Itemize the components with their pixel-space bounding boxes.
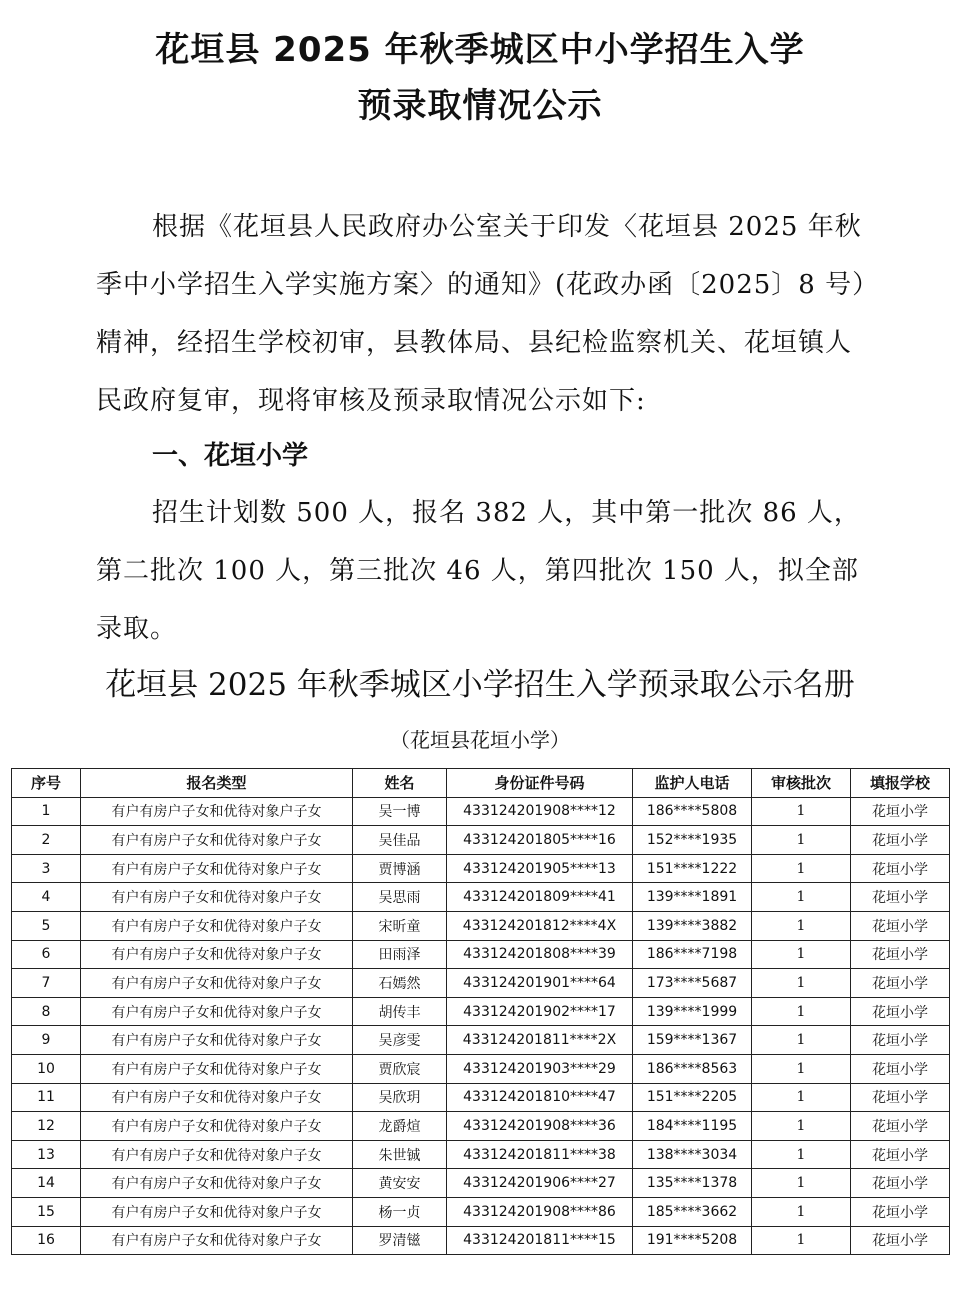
- cell-name: 龙爵煊: [353, 1112, 447, 1141]
- cell-index: 4: [12, 883, 81, 912]
- cell-name: 贾欣宸: [353, 1054, 447, 1083]
- cell-review-batch: 1: [752, 1083, 851, 1112]
- cell-id-number: 433124201805****16: [447, 826, 633, 855]
- cell-name: 宋昕童: [353, 911, 447, 940]
- roster-subtitle: （花垣县花垣小学）: [390, 728, 570, 752]
- cell-school: 花垣小学: [851, 854, 950, 883]
- cell-review-batch: 1: [752, 997, 851, 1026]
- cell-review-batch: 1: [752, 854, 851, 883]
- roster-body: [12, 797, 950, 1255]
- cell-application-type: 有户有房户子女和优待对象户子女: [81, 797, 353, 826]
- cell-guardian-phone: 138****3034: [633, 1140, 752, 1169]
- cell-guardian-phone: 139****3882: [633, 911, 752, 940]
- cell-school: 花垣小学: [851, 911, 950, 940]
- table-row: [12, 969, 950, 998]
- cell-guardian-phone: 186****5808: [633, 797, 752, 826]
- cell-index: 2: [12, 826, 81, 855]
- cell-id-number: 433124201902****17: [447, 997, 633, 1026]
- cell-school: 花垣小学: [851, 826, 950, 855]
- cell-index: 12: [12, 1112, 81, 1141]
- cell-application-type: 有户有房户子女和优待对象户子女: [81, 1226, 353, 1255]
- cell-school: 花垣小学: [851, 969, 950, 998]
- cell-id-number: 433124201809****41: [447, 883, 633, 912]
- table-row: [12, 854, 950, 883]
- cell-application-type: 有户有房户子女和优待对象户子女: [81, 854, 353, 883]
- table-row: [12, 883, 950, 912]
- cell-name: 罗清镃: [353, 1226, 447, 1255]
- table-row: [12, 1197, 950, 1226]
- cell-name: 吴一博: [353, 797, 447, 826]
- cell-id-number: 433124201811****38: [447, 1140, 633, 1169]
- cell-review-batch: 1: [752, 1197, 851, 1226]
- cell-index: 11: [12, 1083, 81, 1112]
- cell-guardian-phone: 135****1378: [633, 1169, 752, 1198]
- cell-review-batch: 1: [752, 1112, 851, 1141]
- cell-application-type: 有户有房户子女和优待对象户子女: [81, 1197, 353, 1226]
- cell-guardian-phone: 185****3662: [633, 1197, 752, 1226]
- cell-guardian-phone: 139****1999: [633, 997, 752, 1026]
- cell-id-number: 433124201901****64: [447, 969, 633, 998]
- cell-name: 胡传丰: [353, 997, 447, 1026]
- cell-index: 3: [12, 854, 81, 883]
- cell-school: 花垣小学: [851, 997, 950, 1026]
- cell-id-number: 433124201903****29: [447, 1054, 633, 1083]
- table-row: [12, 1026, 950, 1055]
- cell-application-type: 有户有房户子女和优待对象户子女: [81, 1054, 353, 1083]
- cell-name: 黄安安: [353, 1169, 447, 1198]
- cell-application-type: 有户有房户子女和优待对象户子女: [81, 997, 353, 1026]
- cell-application-type: 有户有房户子女和优待对象户子女: [81, 940, 353, 969]
- cell-name: 田雨泽: [353, 940, 447, 969]
- cell-index: 10: [12, 1054, 81, 1083]
- cell-guardian-phone: 159****1367: [633, 1026, 752, 1055]
- cell-school: 花垣小学: [851, 797, 950, 826]
- document-title-line-2: 预录取情况公示: [357, 86, 603, 126]
- cell-school: 花垣小学: [851, 883, 950, 912]
- cell-index: 6: [12, 940, 81, 969]
- cell-name: 吴彦雯: [353, 1026, 447, 1055]
- table-row: [12, 1226, 950, 1255]
- cell-review-batch: 1: [752, 1140, 851, 1169]
- cell-review-batch: 1: [752, 1169, 851, 1198]
- cell-name: 吴思雨: [353, 883, 447, 912]
- table-row: [12, 797, 950, 826]
- cell-review-batch: 1: [752, 883, 851, 912]
- cell-id-number: 433124201906****27: [447, 1169, 633, 1198]
- cell-school: 花垣小学: [851, 1083, 950, 1112]
- cell-index: 9: [12, 1026, 81, 1055]
- cell-guardian-phone: 186****8563: [633, 1054, 752, 1083]
- document-title-line-1: 花垣县 2025 年秋季城区中小学招生入学: [155, 30, 805, 70]
- cell-application-type: 有户有房户子女和优待对象户子女: [81, 1140, 353, 1169]
- cell-guardian-phone: 151****1222: [633, 854, 752, 883]
- header-review-batch: 审核批次: [752, 769, 851, 798]
- cell-index: 15: [12, 1197, 81, 1226]
- header-name: 姓名: [353, 769, 447, 798]
- table-row: [12, 826, 950, 855]
- cell-index: 7: [12, 969, 81, 998]
- cell-index: 16: [12, 1226, 81, 1255]
- cell-index: 8: [12, 997, 81, 1026]
- cell-school: 花垣小学: [851, 1226, 950, 1255]
- cell-review-batch: 1: [752, 1054, 851, 1083]
- table-header-row: [12, 769, 950, 798]
- cell-name: 石嫣然: [353, 969, 447, 998]
- cell-index: 5: [12, 911, 81, 940]
- header-id-number: 身份证件号码: [447, 769, 633, 798]
- cell-name: 吴佳品: [353, 826, 447, 855]
- cell-guardian-phone: 173****5687: [633, 969, 752, 998]
- table-row: [12, 1112, 950, 1141]
- admission-roster-table: [11, 768, 950, 1255]
- cell-school: 花垣小学: [851, 1197, 950, 1226]
- intro-text: 根据《花垣县人民政府办公室关于印发〈花垣县 2025 年秋季中小学招生入学实施方案〉的通知》(花政办函〔2025〕8 号）精神，经招生学校初审，县教体局、县纪检监察机关、花垣镇人民政府复审，现将审核及预录取情况公示如下:: [96, 212, 867, 416]
- cell-school: 花垣小学: [851, 1054, 950, 1083]
- table-row: [12, 997, 950, 1026]
- cell-school: 花垣小学: [851, 1140, 950, 1169]
- header-index: 序号: [12, 769, 81, 798]
- cell-application-type: 有户有房户子女和优待对象户子女: [81, 1083, 353, 1112]
- cell-guardian-phone: 191****5208: [633, 1226, 752, 1255]
- cell-name: 杨一贞: [353, 1197, 447, 1226]
- cell-id-number: 433124201905****13: [447, 854, 633, 883]
- cell-application-type: 有户有房户子女和优待对象户子女: [81, 883, 353, 912]
- header-application-type: 报名类型: [81, 769, 353, 798]
- cell-index: 14: [12, 1169, 81, 1198]
- table-row: [12, 1140, 950, 1169]
- cell-index: 1: [12, 797, 81, 826]
- cell-guardian-phone: 151****2205: [633, 1083, 752, 1112]
- section1-paragraph: [96, 484, 876, 658]
- cell-school: 花垣小学: [851, 1169, 950, 1198]
- cell-guardian-phone: 152****1935: [633, 826, 752, 855]
- cell-guardian-phone: 186****7198: [633, 940, 752, 969]
- table-row: [12, 940, 950, 969]
- cell-review-batch: 1: [752, 911, 851, 940]
- cell-id-number: 433124201808****39: [447, 940, 633, 969]
- cell-school: 花垣小学: [851, 940, 950, 969]
- table-row: [12, 1169, 950, 1198]
- cell-application-type: 有户有房户子女和优待对象户子女: [81, 911, 353, 940]
- table-row: [12, 1054, 950, 1083]
- cell-application-type: 有户有房户子女和优待对象户子女: [81, 1112, 353, 1141]
- header-school: 填报学校: [851, 769, 950, 798]
- section1-text: 招生计划数 500 人，报名 382 人，其中第一批次 86 人，第二批次 100 人，第三批次 46 人，第四批次 150 人，拟全部录取。: [96, 498, 861, 644]
- table-row: [12, 911, 950, 940]
- cell-id-number: 433124201908****86: [447, 1197, 633, 1226]
- cell-school: 花垣小学: [851, 1112, 950, 1141]
- cell-review-batch: 1: [752, 1226, 851, 1255]
- cell-id-number: 433124201908****12: [447, 797, 633, 826]
- cell-guardian-phone: 139****1891: [633, 883, 752, 912]
- cell-school: 花垣小学: [851, 1026, 950, 1055]
- cell-application-type: 有户有房户子女和优待对象户子女: [81, 1026, 353, 1055]
- cell-name: 朱世铖: [353, 1140, 447, 1169]
- cell-application-type: 有户有房户子女和优待对象户子女: [81, 969, 353, 998]
- cell-id-number: 433124201810****47: [447, 1083, 633, 1112]
- cell-name: 贾博涵: [353, 854, 447, 883]
- cell-id-number: 433124201811****15: [447, 1226, 633, 1255]
- cell-index: 13: [12, 1140, 81, 1169]
- cell-id-number: 433124201811****2X: [447, 1026, 633, 1055]
- cell-id-number: 433124201812****4X: [447, 911, 633, 940]
- cell-review-batch: 1: [752, 1026, 851, 1055]
- intro-paragraph: [96, 198, 876, 430]
- cell-name: 吴欣玥: [353, 1083, 447, 1112]
- cell-id-number: 433124201908****36: [447, 1112, 633, 1141]
- cell-application-type: 有户有房户子女和优待对象户子女: [81, 1169, 353, 1198]
- cell-application-type: 有户有房户子女和优待对象户子女: [81, 826, 353, 855]
- cell-review-batch: 1: [752, 940, 851, 969]
- table-row: [12, 1083, 950, 1112]
- cell-review-batch: 1: [752, 969, 851, 998]
- roster-title: 花垣县 2025 年秋季城区小学招生入学预录取公示名册: [105, 667, 855, 703]
- cell-review-batch: 1: [752, 797, 851, 826]
- cell-review-batch: 1: [752, 826, 851, 855]
- cell-guardian-phone: 184****1195: [633, 1112, 752, 1141]
- header-guardian-phone: 监护人电话: [633, 769, 752, 798]
- section-heading-huayuan-primary: 一、花垣小学: [152, 441, 309, 471]
